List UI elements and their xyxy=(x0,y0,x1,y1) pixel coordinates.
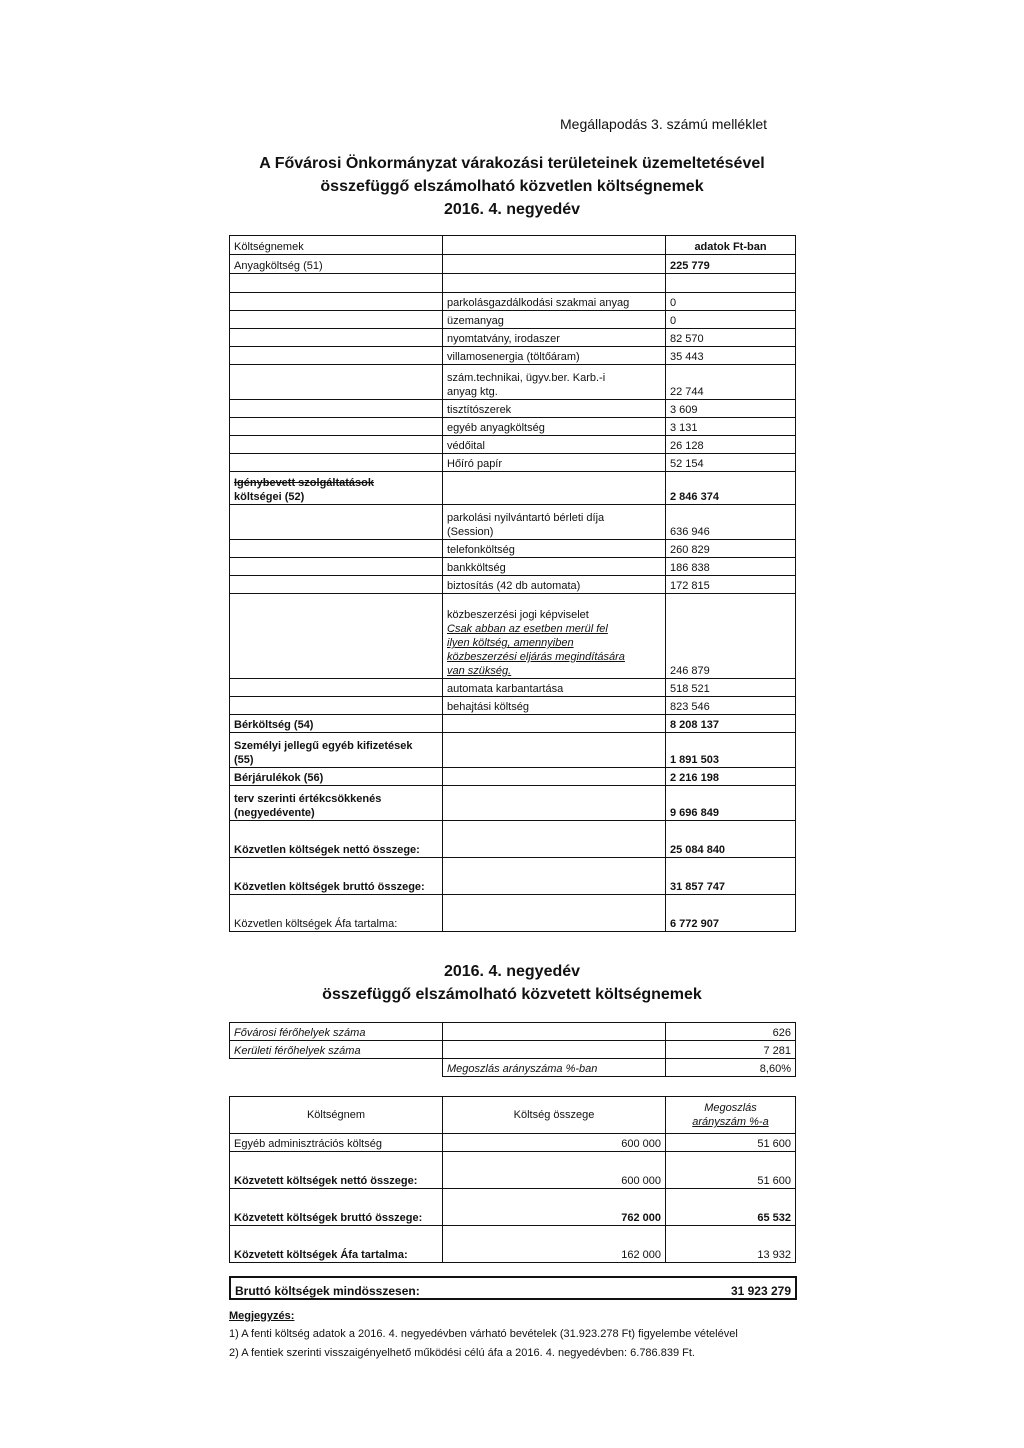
item-label: automata karbantartása xyxy=(443,679,666,697)
indirect-period: 2016. 4. negyedév xyxy=(443,963,581,980)
admin-amount: 600 000 xyxy=(443,1134,666,1152)
col-header-cost-amount: Költség összege xyxy=(443,1097,666,1134)
table-row xyxy=(230,1226,796,1263)
direct-net-label: Közvetlen költségek nettó összege: xyxy=(230,821,443,858)
item-label: tisztítószerek xyxy=(443,400,666,418)
page-subtitle: összefüggő elszámolható közvetlen költségnemek xyxy=(320,178,704,195)
item-value: 0 xyxy=(666,311,796,329)
item-label: parkolási nyilvántartó bérleti díja (Session) xyxy=(443,505,666,540)
indirect-title: összefüggő elszámolható közvetett költségnemek xyxy=(322,986,702,1003)
item-label: egyéb anyagköltség xyxy=(443,418,666,436)
item-value: 172 815 xyxy=(666,576,796,594)
table-row xyxy=(230,472,796,505)
item-label: nyomtatvány, irodaszer xyxy=(443,329,666,347)
item-label: biztosítás (42 db automata) xyxy=(443,576,666,594)
personal-label: Személyi jellegű egyéb kifizetések (55) xyxy=(230,733,443,768)
item-label: parkolásgazdálkodási szakmai anyag xyxy=(443,293,666,311)
admin-label: Egyéb adminisztrációs költség xyxy=(230,1134,443,1152)
item-value: 518 521 xyxy=(666,679,796,697)
table-row xyxy=(230,1134,796,1152)
indirect-gross-label: Közvetett költségek bruttó összege: xyxy=(230,1189,443,1226)
indirect-costs-table xyxy=(229,1096,796,1263)
table-row xyxy=(230,255,796,274)
direct-costs-table xyxy=(229,235,796,932)
table-row xyxy=(230,733,796,768)
item-label: telefonköltség xyxy=(443,540,666,558)
item-value: 26 128 xyxy=(666,436,796,454)
page-period: 2016. 4. negyedév xyxy=(443,201,581,218)
district-places-value: 7 281 xyxy=(666,1041,796,1059)
item-label: Hőíró papír xyxy=(443,454,666,472)
table-row xyxy=(230,895,796,932)
item-value: 246 879 xyxy=(666,594,796,679)
table-row xyxy=(230,558,796,576)
item-label: üzemanyag xyxy=(443,311,666,329)
page-title: A Fővárosi Önkormányzat várakozási területeinek üzemeltetésével xyxy=(259,155,765,172)
item-value: 35 443 xyxy=(666,347,796,365)
item-value: 823 546 xyxy=(666,697,796,715)
table-row xyxy=(230,505,796,540)
table-row xyxy=(230,594,796,679)
item-value: 52 154 xyxy=(666,454,796,472)
item-label: villamosenergia (töltőáram) xyxy=(443,347,666,365)
indirect-net-amount: 600 000 xyxy=(443,1152,666,1189)
annex-label: Megállapodás 3. számú melléklet xyxy=(560,116,767,132)
ratio-value: 8,60% xyxy=(666,1059,796,1077)
direct-vat-value: 6 772 907 xyxy=(666,895,796,932)
indirect-vat-amount: 162 000 xyxy=(443,1226,666,1263)
admin-share: 51 600 xyxy=(666,1134,796,1152)
item-label: behajtási költség xyxy=(443,697,666,715)
capital-places-value: 626 xyxy=(666,1023,796,1041)
table-row xyxy=(230,1059,796,1077)
table-row xyxy=(230,400,796,418)
direct-vat-label: Közvetlen költségek Áfa tartalma: xyxy=(230,895,443,932)
direct-gross-value: 31 857 747 xyxy=(666,858,796,895)
indirect-net-share: 51 600 xyxy=(666,1152,796,1189)
table-row xyxy=(230,1189,796,1226)
services-label: Igénybevett szolgáltatások költségei (52) xyxy=(230,472,443,505)
contrib-value: 2 216 198 xyxy=(666,768,796,786)
item-value: 0 xyxy=(666,293,796,311)
table-row xyxy=(230,1152,796,1189)
indirect-vat-share: 13 932 xyxy=(666,1226,796,1263)
col-header-amount: adatok Ft-ban xyxy=(666,236,796,255)
ratio-label: Megoszlás arányszáma %-ban xyxy=(443,1059,666,1077)
notes-heading: Megjegyzés: xyxy=(229,1310,295,1322)
table-row xyxy=(230,274,796,293)
table-row xyxy=(230,418,796,436)
item-value: 82 570 xyxy=(666,329,796,347)
table-header-row xyxy=(230,236,796,255)
district-places-label: Kerületi férőhelyek száma xyxy=(230,1041,443,1059)
grand-total-value: 31 923 279 xyxy=(666,1277,796,1299)
table-row xyxy=(230,786,796,821)
grand-total-label: Bruttó költségek mindösszesen: xyxy=(230,1277,666,1299)
table-header-row xyxy=(230,1097,796,1134)
table-row xyxy=(230,347,796,365)
grand-total-table xyxy=(229,1276,797,1300)
table-row xyxy=(230,293,796,311)
table-row xyxy=(230,576,796,594)
services-total: 2 846 374 xyxy=(666,472,796,505)
material-total: 225 779 xyxy=(666,255,796,274)
item-value: 3 609 xyxy=(666,400,796,418)
wage-value: 8 208 137 xyxy=(666,715,796,733)
table-row xyxy=(230,1041,796,1059)
item-label: közbeszerzési jogi képviselet Csak abban az esetben merül fel ilyen költség, amennyiben közbeszerzési eljárás megindítására van szükség. xyxy=(443,594,666,679)
table-row xyxy=(230,1277,796,1299)
ratio-table xyxy=(229,1022,796,1077)
indirect-gross-amount: 762 000 xyxy=(443,1189,666,1226)
table-row xyxy=(230,311,796,329)
item-value: 22 744 xyxy=(666,365,796,400)
note-1: 1) A fenti költség adatok a 2016. 4. negyedévben várható bevételek (31.923.278 Ft) figyelembe vételével xyxy=(229,1328,738,1340)
table-row xyxy=(230,365,796,400)
col-header-cost-type: Költségnem xyxy=(230,1097,443,1134)
contrib-label: Bérjárulékok (56) xyxy=(230,768,443,786)
col-header-cost-type: Költségnemek xyxy=(230,236,443,255)
table-row xyxy=(230,858,796,895)
direct-gross-label: Közvetlen költségek bruttó összege: xyxy=(230,858,443,895)
indirect-gross-share: 65 532 xyxy=(666,1189,796,1226)
table-row xyxy=(230,1023,796,1041)
table-row xyxy=(230,436,796,454)
personal-value: 1 891 503 xyxy=(666,733,796,768)
indirect-vat-label: Közvetett költségek Áfa tartalma: xyxy=(230,1226,443,1263)
col-header-share: Megoszlás arányszám %-a xyxy=(666,1097,796,1134)
deprec-label: terv szerinti értékcsökkenés (negyedévente) xyxy=(230,786,443,821)
direct-net-value: 25 084 840 xyxy=(666,821,796,858)
table-row xyxy=(230,454,796,472)
item-label: bankköltség xyxy=(443,558,666,576)
deprec-value: 9 696 849 xyxy=(666,786,796,821)
table-row xyxy=(230,697,796,715)
item-label: szám.technikai, ügyv.ber. Karb.-i anyag ktg. xyxy=(443,365,666,400)
item-label: védőital xyxy=(443,436,666,454)
table-row xyxy=(230,768,796,786)
material-label: Anyagköltség (51) xyxy=(230,255,443,274)
wage-label: Bérköltség (54) xyxy=(230,715,443,733)
table-row xyxy=(230,679,796,697)
table-row xyxy=(230,540,796,558)
indirect-net-label: Közvetett költségek nettó összege: xyxy=(230,1152,443,1189)
table-row xyxy=(230,715,796,733)
item-value: 636 946 xyxy=(666,505,796,540)
note-2: 2) A fentiek szerinti visszaigényelhető működési célú áfa a 2016. 4. negyedévben: 6.786.839 Ft. xyxy=(229,1347,695,1359)
capital-places-label: Fővárosi férőhelyek száma xyxy=(230,1023,443,1041)
item-value: 186 838 xyxy=(666,558,796,576)
item-value: 260 829 xyxy=(666,540,796,558)
table-row xyxy=(230,329,796,347)
table-row xyxy=(230,821,796,858)
item-value: 3 131 xyxy=(666,418,796,436)
